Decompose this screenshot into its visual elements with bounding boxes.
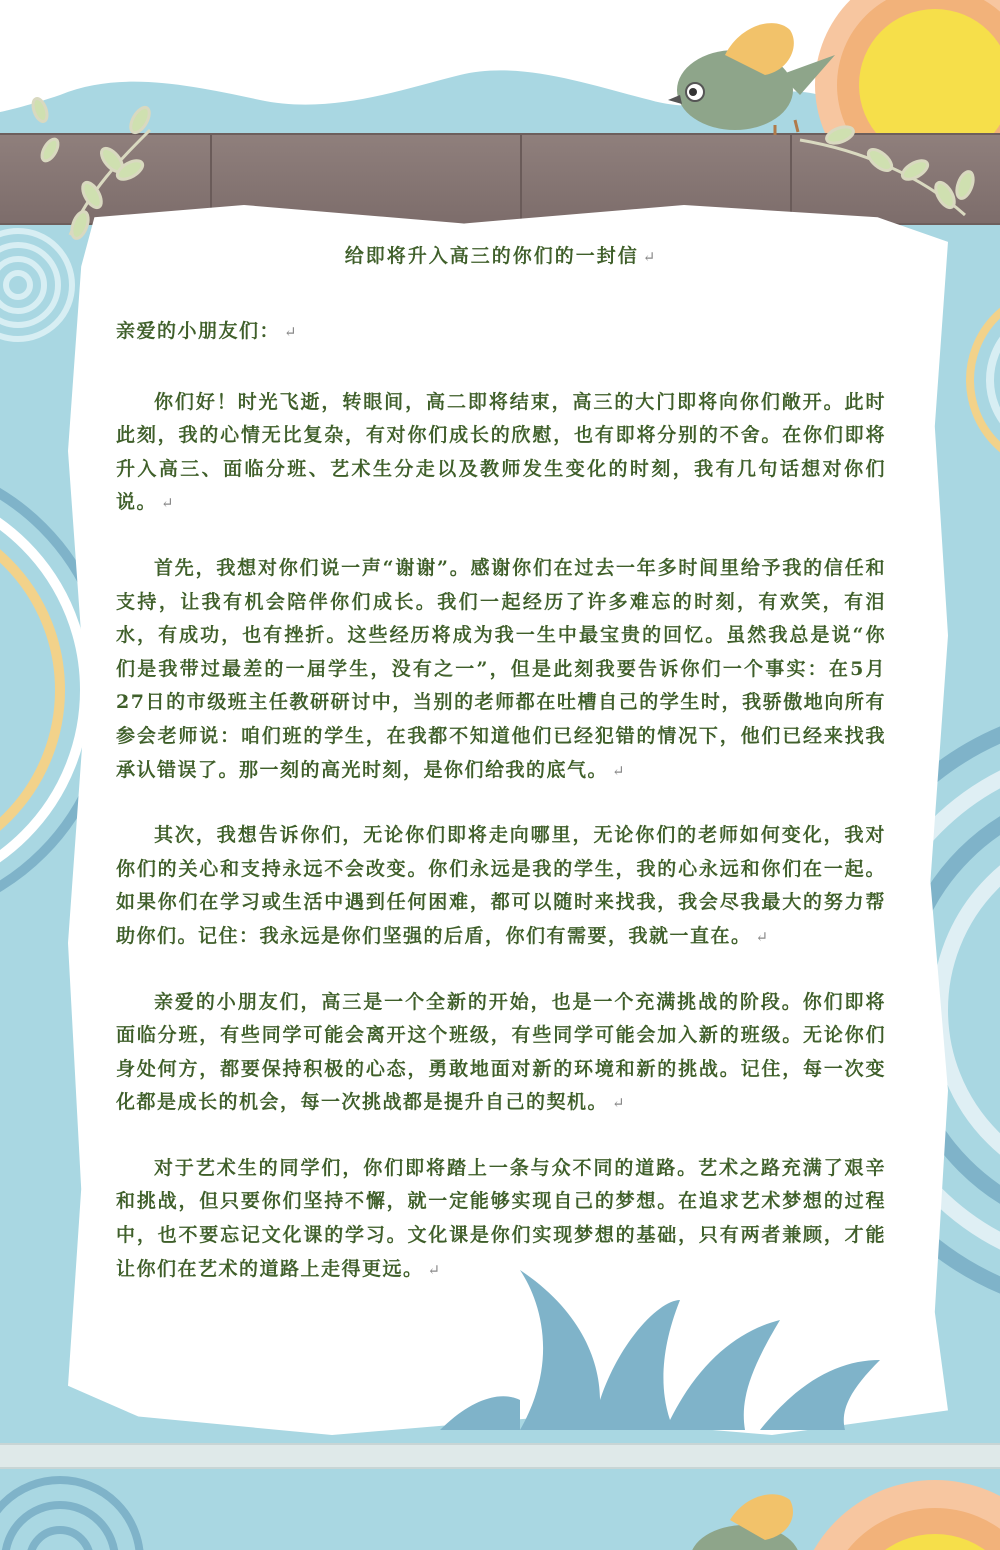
vine-left-icon <box>30 97 153 241</box>
return-mark: ↵ <box>612 761 627 780</box>
return-mark: ↵ <box>755 927 770 946</box>
vine-right-icon <box>800 124 976 215</box>
greeting-text: 亲爱的小朋友们： <box>116 320 281 342</box>
letter-paragraph <box>116 819 886 954</box>
bottom-band <box>0 1443 1000 1469</box>
letter-title <box>116 238 886 275</box>
return-mark: ↵ <box>427 1260 442 1279</box>
return-mark: ↵ <box>612 1094 627 1113</box>
paragraph-text: 你们好！时光飞逝，转眼间，高二即将结束，高三的大门即将向你们敞开。此时此刻，我的心情无比复杂，有对你们成长的欣慰，也有即将分别的不舍。在你们即将升入高三、面临分班、艺术生分走以及教师发生变化的时刻，我有几句话想对你们说。 <box>116 390 886 514</box>
letter-paragraph <box>116 386 886 521</box>
bird-top-icon <box>668 23 835 135</box>
title-text: 给即将升入高三的你们的一封信 <box>344 245 639 267</box>
paragraph-text: 亲爱的小朋友们，高三是一个全新的开始，也是一个充满挑战的阶段。你们即将面临分班，有些同学可能会离开这个班级，有些同学可能会加入新的班级。无论你们身处何方，都要保持积极的心态，勇敢地面对新的环境和新的挑战。记住，每一次变化都是成长的机会，每一次挑战都是提升自己的契机。 <box>116 990 886 1114</box>
paragraph-text: 首先，我想对你们说一声“谢谢”。感谢你们在过去一年多时间里给予我的信任和支持，让我有机会陪伴你们成长。我们一起经历了许多难忘的时刻，有欢笑，有泪水，有成功，也有挫折。这些经历将成为我一生中最宝贵的回忆。虽然我总是说“你们是我带过最差的一届学生，没有之一”，但是此刻我要告诉你们一个事实：在5月27日的市级班主任教研研讨中，当别的老师都在吐槽自己的学生时，我骄傲地向所有参会老师说：咱们班的学生，在我都不知道他们已经犯错的情况下，他们已经来找我承认错误了。那一刻的高光时刻，是你们给我的底气。 <box>116 556 886 781</box>
letter-greeting <box>116 315 886 350</box>
paragraph-text: 对于艺术生的同学们，你们即将踏上一条与众不同的道路。艺术之路充满了艰辛和挑战，但只要你们坚持不懈，就一定能够实现自己的梦想。在追求艺术梦想的过程中，也不要忘记文化课的学习。文化课是你们实现梦想的基础，只有两者兼顾，才能让你们在艺术的道路上走得更远。 <box>116 1156 886 1280</box>
bird-bottom-icon <box>690 1494 800 1550</box>
return-mark: ↵ <box>161 494 176 513</box>
return-mark: ↵ <box>284 323 299 341</box>
letter-paragraph <box>116 552 886 788</box>
letter-paragraph <box>116 1152 886 1287</box>
return-mark: ↵ <box>642 248 658 266</box>
letter-paragraph <box>116 986 886 1121</box>
letter-body <box>116 238 886 1318</box>
paragraph-text: 其次，我想告诉你们，无论你们即将走向哪里，无论你们的老师如何变化，我对你们的关心和支持永远不会改变。你们永远是我的学生，我的心永远和你们在一起。如果你们在学习或生活中遇到任何困难，都可以随时来找我，我会尽我最大的努力帮助你们。记住：我永远是你们坚强的后盾，你们有需要，我就一直在。 <box>116 824 886 947</box>
